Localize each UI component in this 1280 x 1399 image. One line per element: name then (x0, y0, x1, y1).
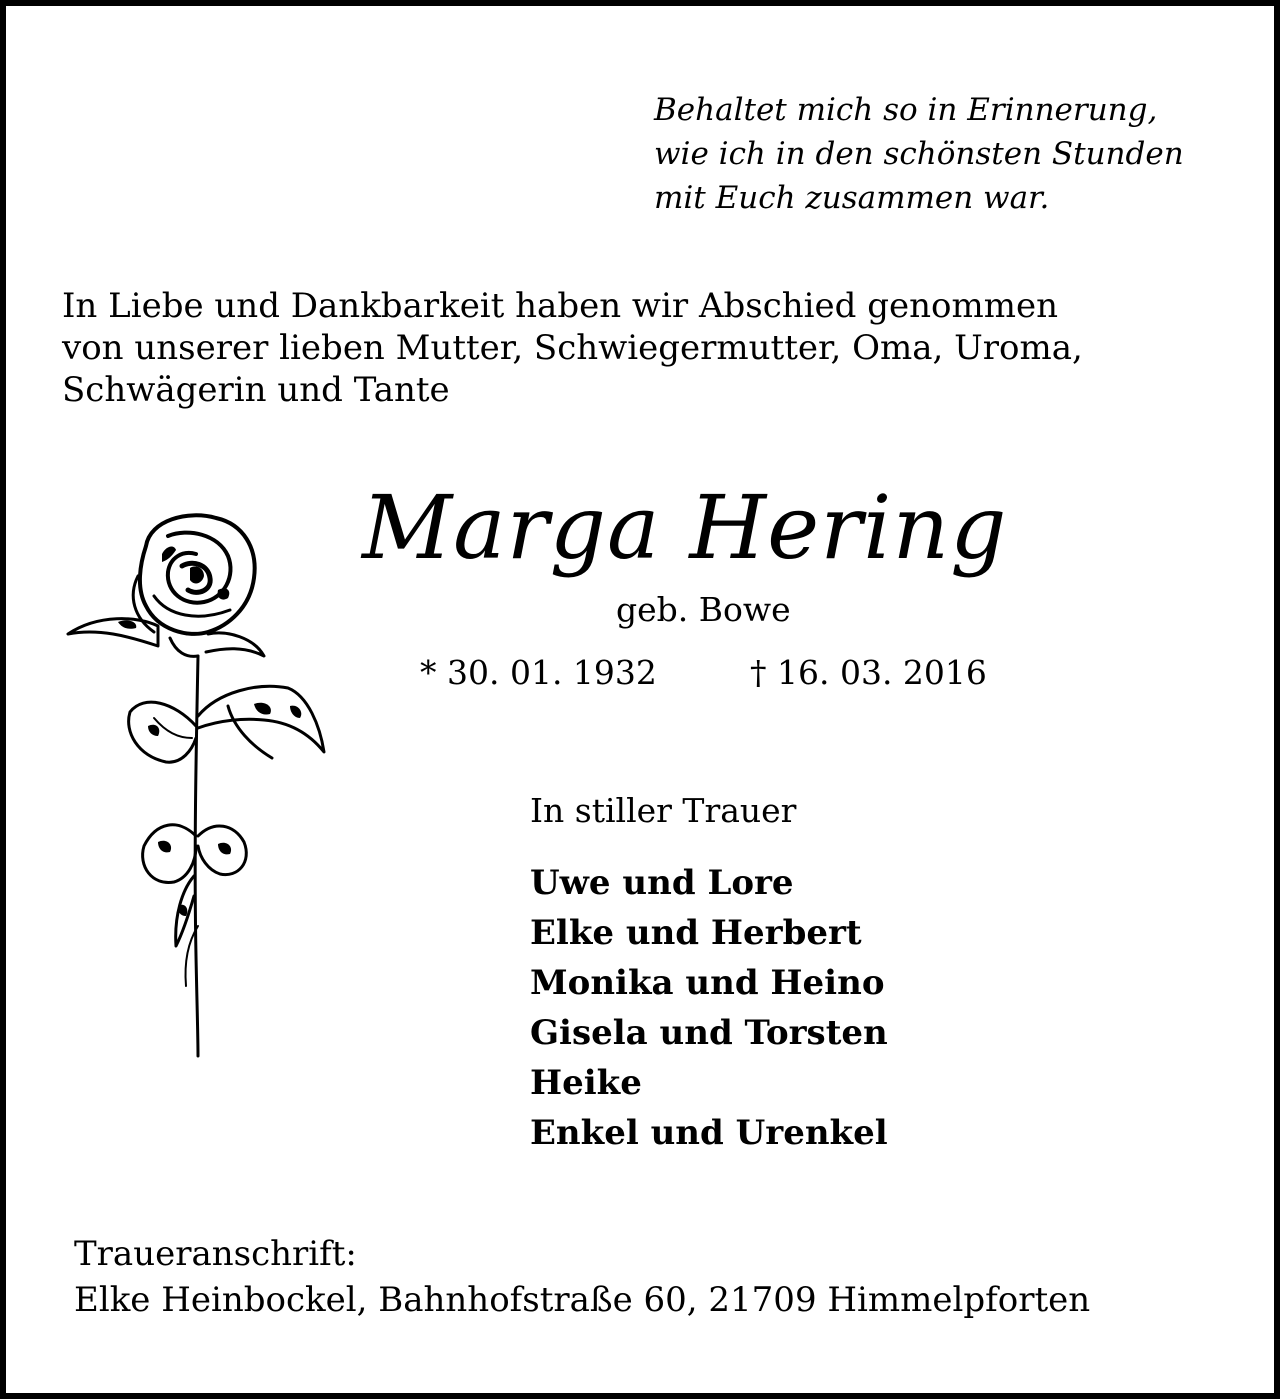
deceased-name: Marga Hering (362, 476, 1008, 579)
birth-date: * 30. 01. 1932 (420, 653, 657, 692)
intro-text (62, 285, 1083, 411)
intro-line: In Liebe und Dankbarkeit haben wir Abschied genommen (62, 286, 1058, 326)
mourner-entry: Heike (530, 1063, 642, 1103)
intro-line: Schwägerin und Tante (62, 370, 450, 410)
motto-quote (654, 88, 1184, 220)
address-text: Elke Heinbockel, Bahnhofstraße 60, 21709 Himmelpforten (74, 1280, 1091, 1320)
mourner-entry: Uwe und Lore (530, 863, 794, 903)
birth-name: geb. Bowe (616, 590, 791, 629)
mourners-list (530, 858, 888, 1158)
rose-icon (58, 506, 328, 1066)
motto-line: wie ich in den schönsten Stunden (654, 136, 1184, 172)
intro-line: von unserer lieben Mutter, Schwiegermutter, Oma, Uroma, (62, 328, 1083, 368)
address-label: Traueranschrift: (74, 1234, 357, 1274)
mourner-entry: Elke und Herbert (530, 913, 862, 953)
mourner-entry: Gisela und Torsten (530, 1013, 888, 1053)
death-date: † 16. 03. 2016 (750, 653, 987, 692)
motto-line: Behaltet mich so in Erinnerung, (654, 92, 1158, 128)
mourner-entry: Enkel und Urenkel (530, 1113, 888, 1153)
motto-line: mit Euch zusammen war. (654, 180, 1050, 216)
mourner-entry: Monika und Heino (530, 963, 885, 1003)
mourning-label: In stiller Trauer (530, 791, 797, 830)
